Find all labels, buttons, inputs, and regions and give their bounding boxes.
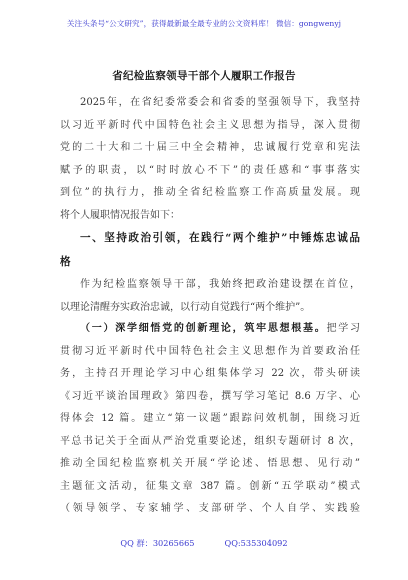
subsection-heading: （一）深学细悟党的创新理论，筑牢思想根基。 — [80, 323, 327, 334]
subsection-line: 主题征文活动，征集文章 387 篇。创新“五学联动”模式 — [60, 480, 360, 492]
intro-line: 2025年，在省纪委常委会和省委的坚强领导下，我坚持 — [80, 97, 360, 108]
header-promo-note: 关注头条号“公文研究”，获得最新最全最专业的公文资料库！ 微信：gongwenyj — [66, 19, 342, 28]
subsection-line: 《习近平谈治国理政》第四卷，撰写学习笔记 8.6 万字、心 — [60, 390, 360, 402]
intro-line: 赋予的职责，以“时时放心不下”的责任感和“事事落实 — [60, 164, 360, 176]
footer-contact — [0, 538, 408, 549]
section-intro-paragraph — [60, 274, 360, 319]
subsection-line: 务，主持召开理论学习中心组集体学习 22 次，带头研读 — [60, 368, 360, 379]
intro-line: 党的二十大和二十届三中全会精神，忠诚履行党章和宪法 — [60, 142, 360, 153]
subsection-line: 推动全国纪检监察机关开展“学论述、悟思想、见行动” — [60, 458, 360, 469]
intro-line: 以习近平新时代中国特色社会主义思想为指导，深入贯彻 — [60, 119, 360, 131]
subsection-paragraph — [60, 318, 360, 521]
footer-qq-group: QQ 群：30265665 — [120, 538, 195, 548]
subsection-line: 得体会 12 篇。建立“第一议题”跟踪问效机制，围绕习近 — [60, 413, 360, 424]
section-heading-1 — [60, 226, 360, 274]
subsection-first-line — [60, 318, 360, 341]
subsection-line: 平总书记关于全面从严治党重要论述，组织专题研讨 8 次， — [60, 435, 360, 447]
subsection-first-line-rest: 把学习 — [326, 323, 360, 334]
subsection-line: （领导领学、专家辅学、支部研学、个人自学、实践验 — [60, 503, 360, 514]
section-intro-line: 以理论清醒夯实政治忠诚，以行动自觉践行“两个维护”。 — [60, 301, 311, 313]
subsection-line: 贯彻习近平新时代中国特色社会主义思想作为首要政治任 — [60, 345, 360, 357]
section-intro-line: 作为纪检监察领导干部，我始终把政治建设摆在首位， — [80, 279, 360, 290]
section-heading-line: 一、坚持政治引领，在践行“两个维护”中锤炼忠诚品 — [80, 232, 360, 244]
intro-line: 到位”的执行力，推动全省纪检监察工作高质量发展。现 — [60, 187, 360, 198]
intro-paragraph — [60, 92, 360, 227]
section-heading-line: 格 — [60, 256, 71, 268]
footer-qq: QQ:535304092 — [224, 538, 288, 548]
document-title: 省纪检监察领导干部个人履职工作报告 — [112, 70, 296, 82]
intro-line: 将个人履职情况报告如下： — [60, 209, 180, 221]
